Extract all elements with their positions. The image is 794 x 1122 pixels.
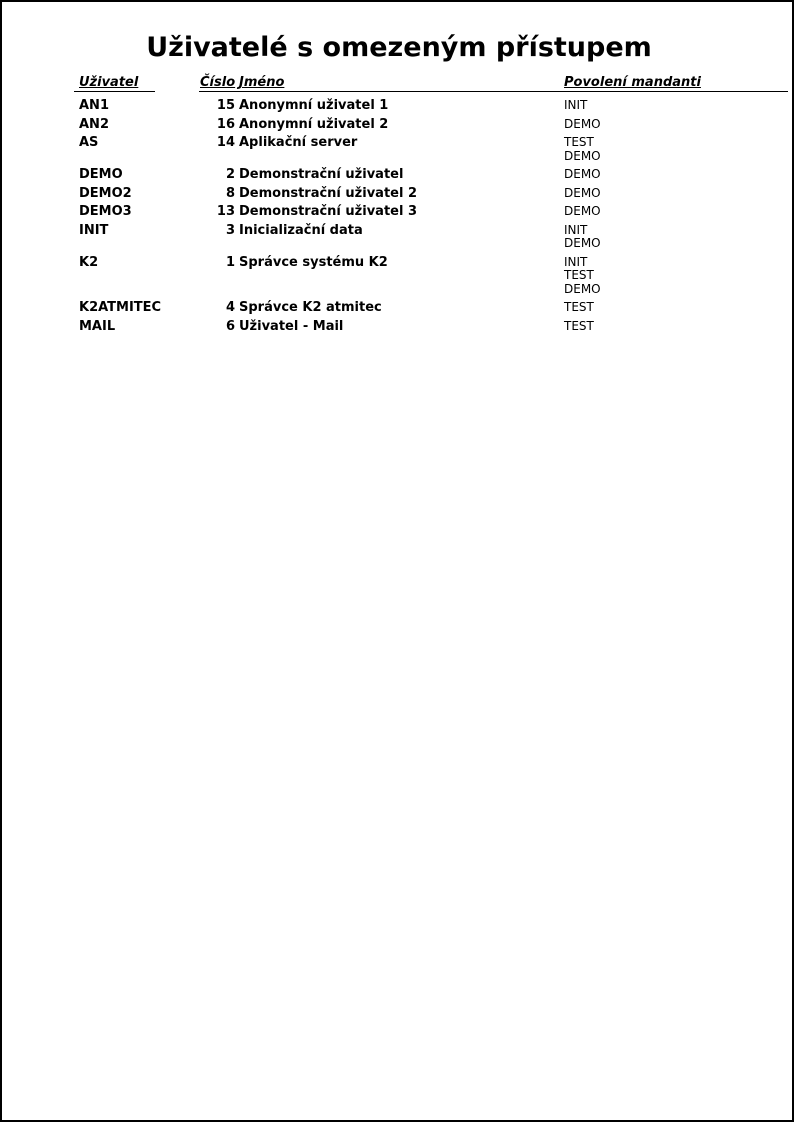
name-cell: Správce systému K2 [239,254,388,270]
user-cell: DEMO2 [79,185,132,201]
table-row [74,118,788,132]
number-cell: 2 [225,167,235,182]
table-row [74,136,788,163]
mandates-cell [563,301,788,315]
number-cell: 4 [225,300,235,315]
mandate-line: TEST [564,300,594,314]
table-row [74,301,788,315]
number-cell: 14 [216,135,235,150]
user-cell: DEMO [79,167,123,182]
mandate-line: DEMO [564,167,601,181]
header-number: Číslo [200,75,236,90]
name-cell: Anonymní uživatel 1 [239,98,389,113]
mandate-line: TEST [564,268,594,282]
number-cell: 8 [225,185,235,201]
user-cell: AN2 [79,116,109,132]
table-row [74,205,788,219]
user-cell: K2ATMITEC [79,300,162,315]
table-body [74,92,788,333]
header-name: Jméno [235,76,563,92]
mandates-cell [563,187,788,201]
name-cell: Inicializační data [239,222,363,238]
mandates-cell [563,224,788,251]
table-row [74,187,788,201]
table-row [74,256,788,297]
name-cell: Správce K2 atmitec [239,300,382,315]
table-row [74,99,788,113]
mandates-cell [563,99,788,113]
user-cell: DEMO3 [79,204,132,219]
table-row [74,224,788,251]
header-gap [155,91,199,92]
mandate-line: INIT [564,98,588,112]
mandates-cell [563,118,788,132]
table-row [74,168,788,182]
mandates-cell [563,168,788,182]
page-title: Uživatelé s omezeným přístupem [146,32,652,63]
name-cell: Demonstrační uživatel 2 [239,185,418,201]
name-cell: Demonstrační uživatel 3 [239,204,418,219]
name-cell: Anonymní uživatel 2 [239,116,389,132]
number-cell: 16 [216,116,235,132]
header-user: Uživatel [74,76,155,92]
number-cell: 6 [225,318,235,334]
name-cell: Uživatel - Mail [239,318,344,334]
user-cell: MAIL [79,318,116,334]
mandate-line: TEST [564,135,594,149]
mandate-line: DEMO [564,148,601,163]
mandate-line: TEST [564,318,594,333]
mandates-cell [563,205,788,219]
name-cell: Aplikační server [239,135,358,150]
mandate-line: INIT [564,254,588,269]
mandate-line: DEMO [564,116,601,131]
mandates-cell [563,256,788,297]
mandates-cell [563,136,788,163]
users-table [74,76,788,333]
mandate-line: DEMO [564,204,601,218]
mandate-line: DEMO [564,281,601,296]
number-cell: 1 [225,254,235,270]
number-cell: 13 [216,204,235,219]
header-mandates: Povolení mandanti [563,76,788,92]
name-cell: Demonstrační uživatel [239,167,404,182]
mandates-cell [563,320,788,334]
user-cell: AN1 [79,98,109,113]
table-row [74,320,788,334]
table-header-row [74,76,788,92]
user-cell: INIT [79,222,109,238]
number-cell: 3 [225,222,235,238]
user-cell: AS [79,135,99,150]
user-cell: K2 [79,254,99,270]
number-cell: 15 [216,98,235,113]
mandate-line: DEMO [564,236,601,250]
mandate-line: DEMO [564,185,601,200]
mandate-line: INIT [564,222,588,237]
